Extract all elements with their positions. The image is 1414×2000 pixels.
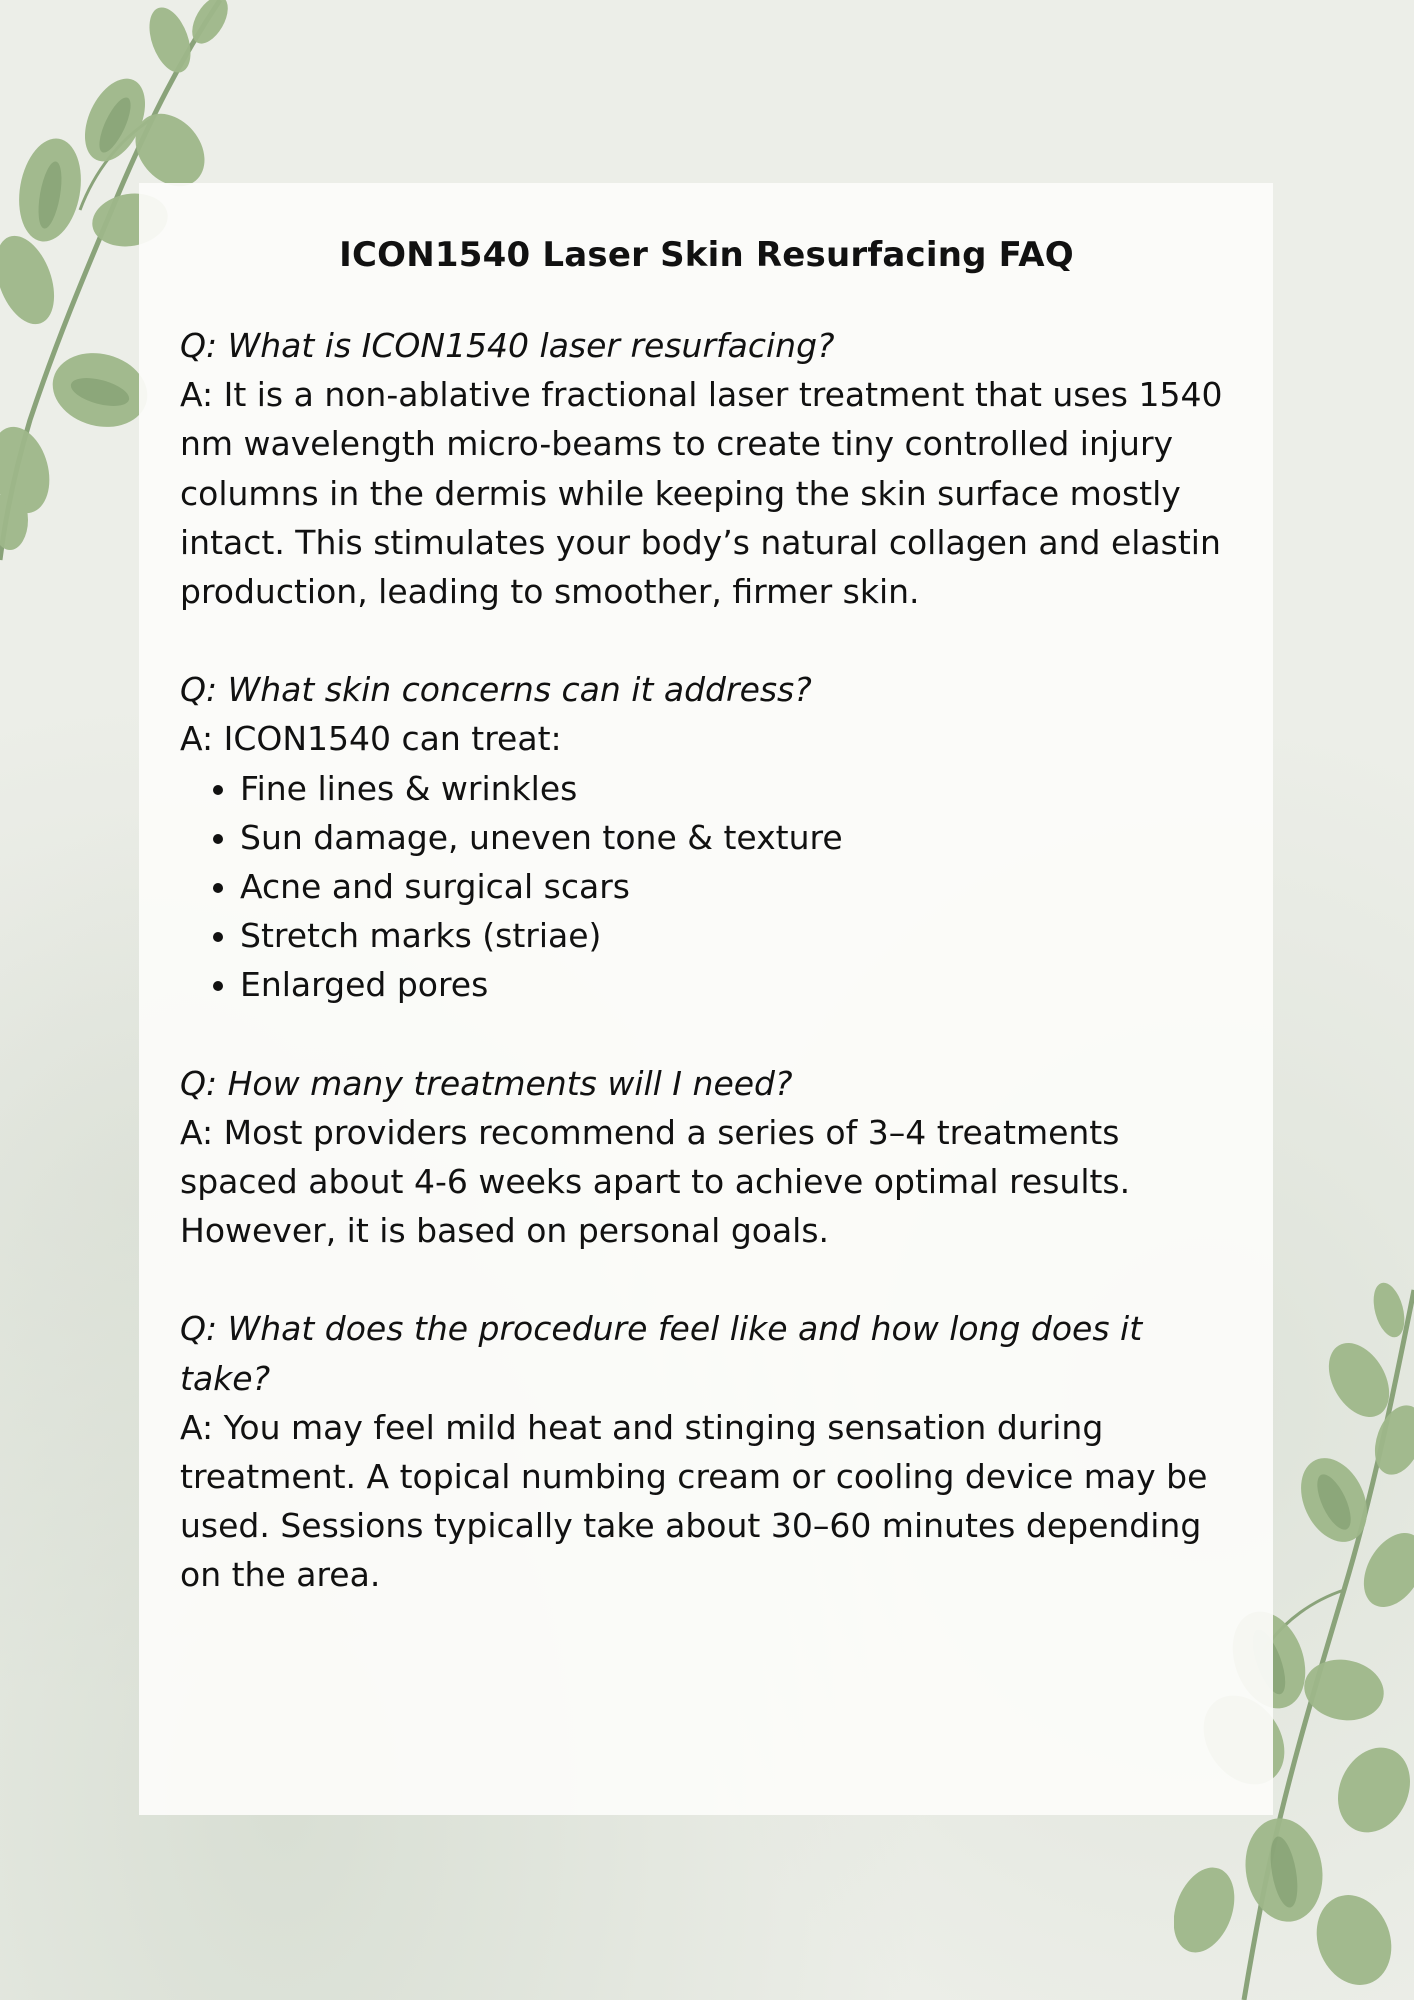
list-item: • Stretch marks (striae) <box>240 911 1233 960</box>
faq-item-treatment-count <box>180 1059 1233 1256</box>
faq-answer: A: Most providers recommend a series of 3–4 treatments spaced about 4-6 weeks apart to achieve optimal results. However, it is based on personal goals. <box>180 1112 1131 1251</box>
faq-answer: A: ICON1540 can treat: <box>180 719 562 759</box>
faq-question: Q: What does the procedure feel like and how long does it take? <box>180 1309 1143 1398</box>
faq-question: Q: How many treatments will I need? <box>180 1063 793 1103</box>
faq-answer: A: You may feel mild heat and stinging sensation during treatment. A topical numbing cream or cooling device may be used. Sessions typically take about 30–60 minutes depending on the area. <box>180 1407 1208 1595</box>
faq-card <box>139 183 1273 1815</box>
faq-item-procedure-feel <box>180 1304 1233 1599</box>
faq-item-what-is <box>180 321 1233 616</box>
document-title: ICON1540 Laser Skin Resurfacing FAQ <box>339 235 1074 275</box>
faq-question: Q: What skin concerns can it address? <box>180 670 812 710</box>
faq-question: Q: What is ICON1540 laser resurfacing? <box>180 326 835 365</box>
faq-answer: A: It is a non-ablative fractional laser treatment that uses 1540 nm wavelength micro-beams to create tiny controlled injury columns in the dermis while keeping the skin surface mostly intact. This stimulates your body’s natural collagen and elastin production, leading to smoother, firmer skin. <box>180 375 1223 612</box>
faq-item-skin-concerns <box>180 665 1233 1009</box>
list-item: • Fine lines & wrinkles <box>240 764 1233 813</box>
list-item: • Acne and surgical scars <box>240 862 1233 911</box>
list-item: • Enlarged pores <box>240 960 1233 1009</box>
concerns-list <box>180 764 1233 1010</box>
list-item: • Sun damage, uneven tone & texture <box>240 813 1233 862</box>
